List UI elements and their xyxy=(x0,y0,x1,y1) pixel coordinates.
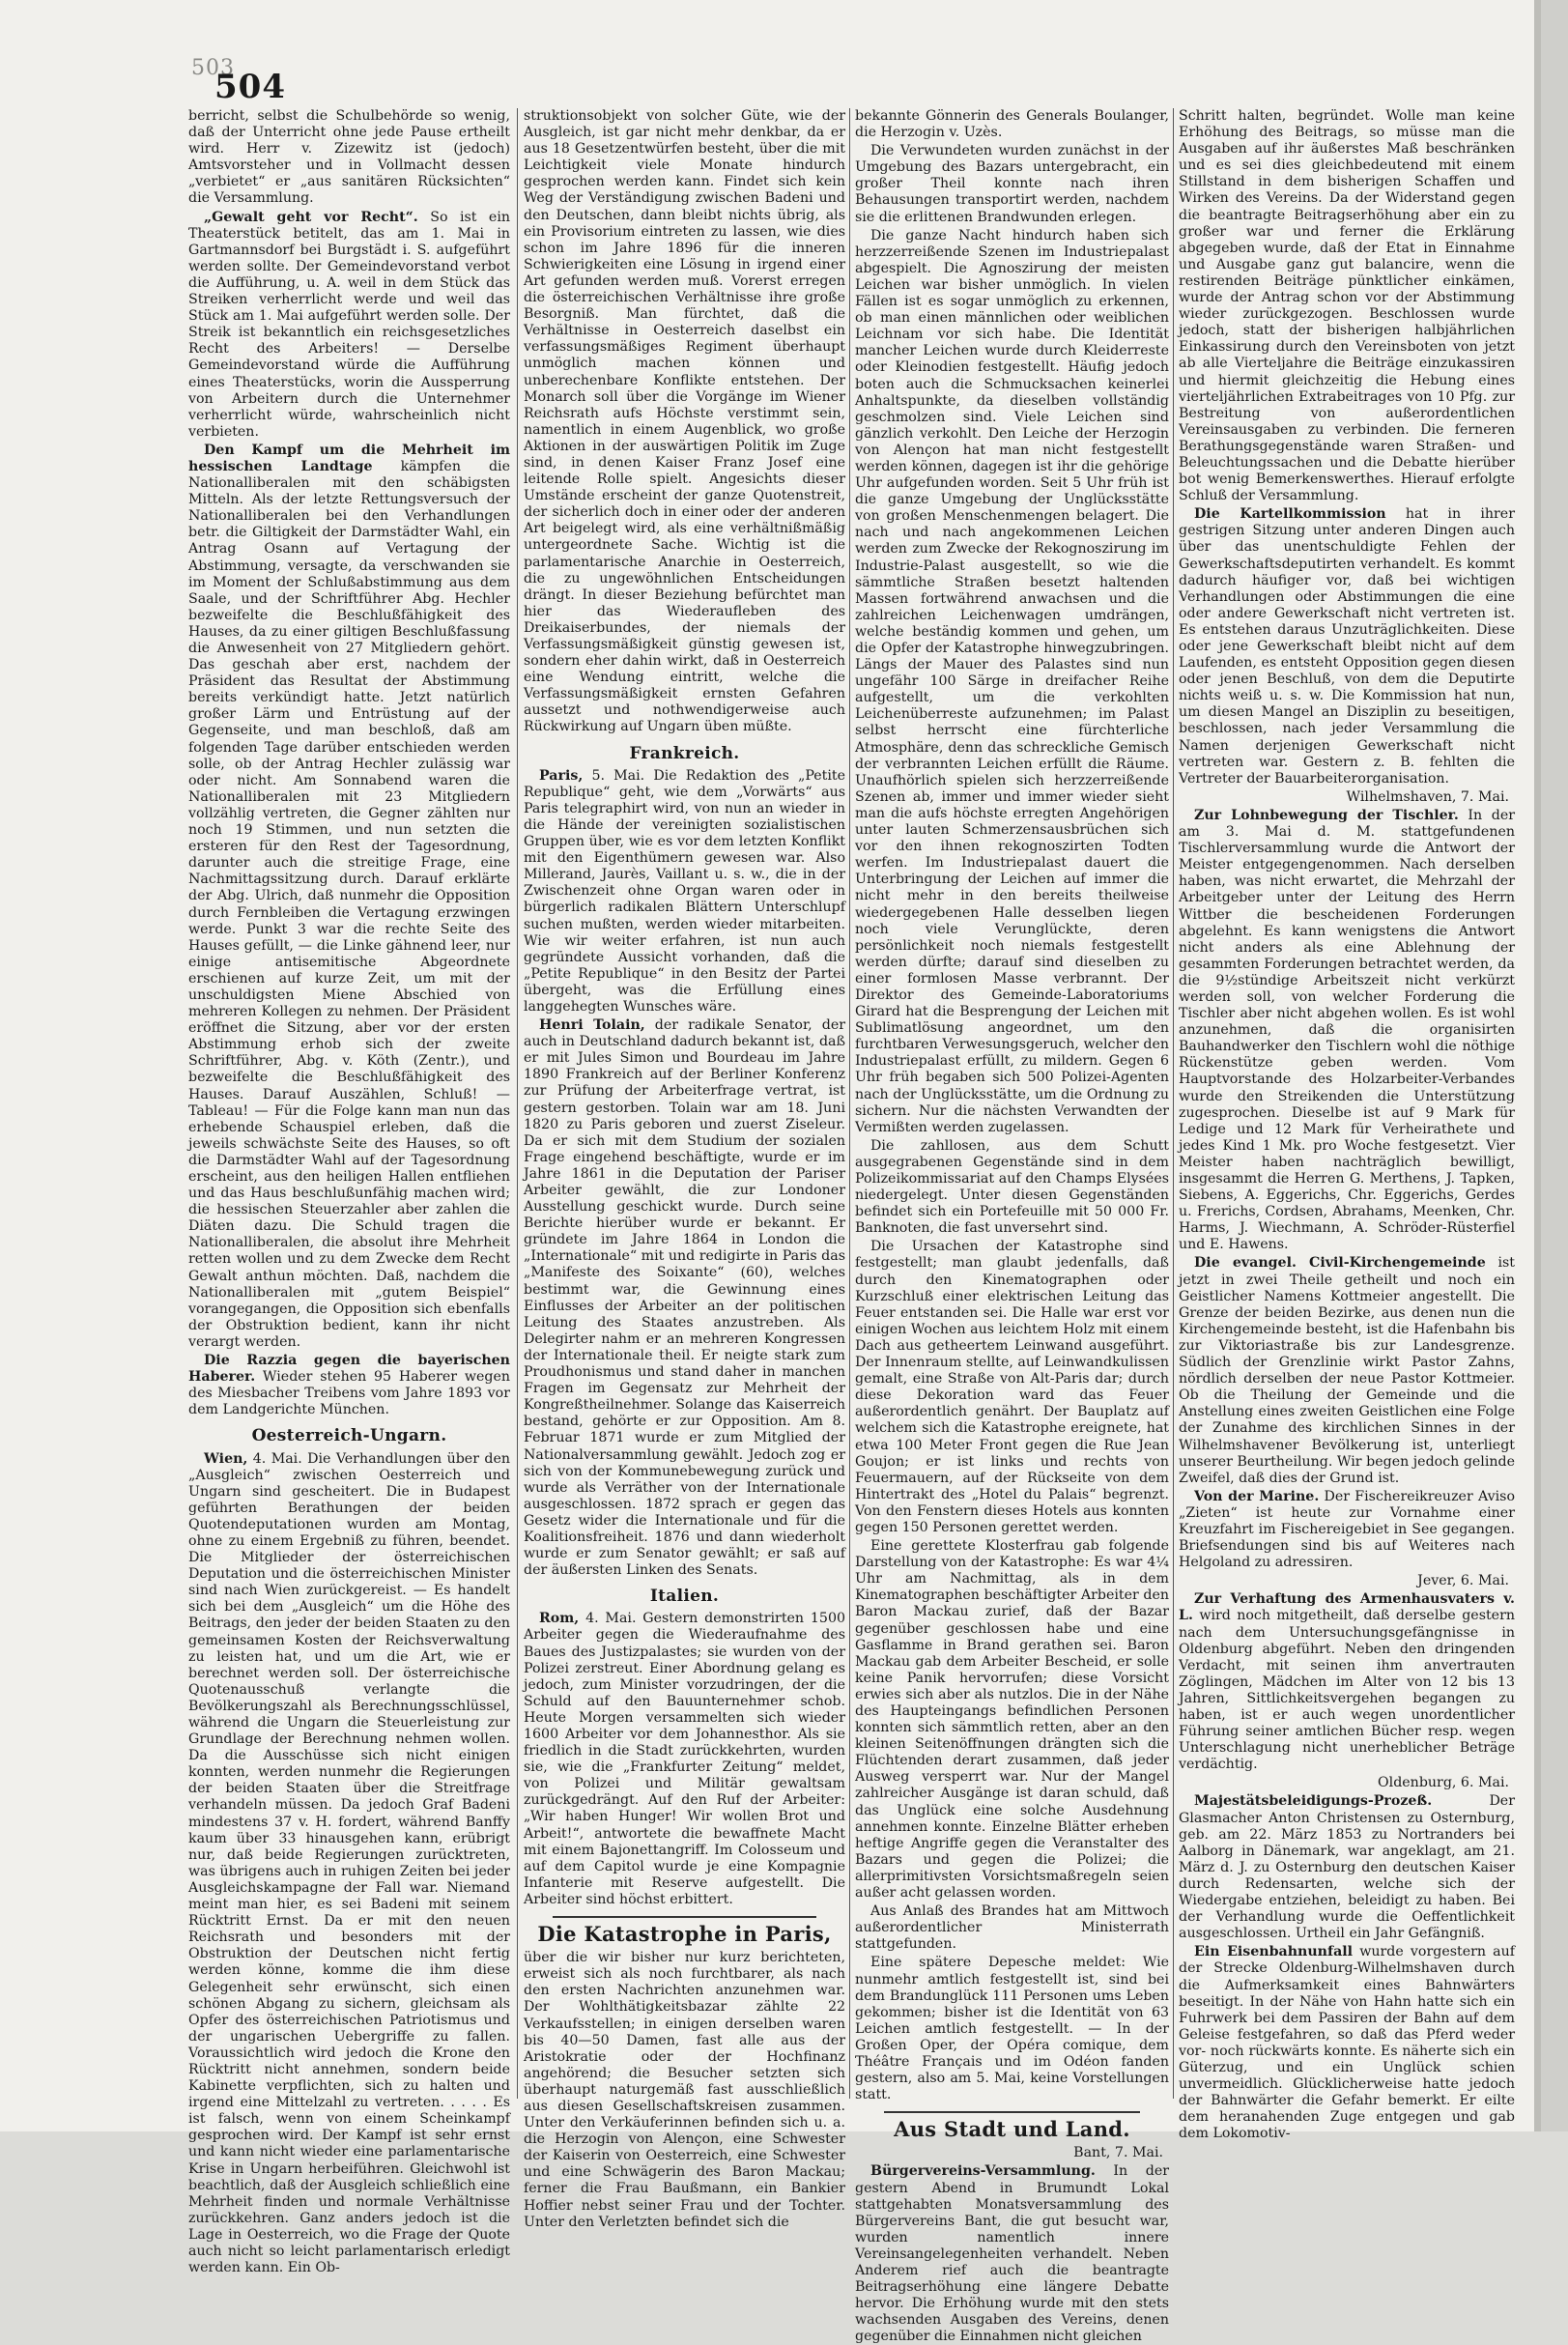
article-text: Wieder stehen 95 Haberer wegen des Miesbacher Treibens vom Jahre 1893 vor dem Landgerichte München. xyxy=(188,1369,511,1418)
article-paragraph xyxy=(524,1017,845,1579)
article-paragraph xyxy=(855,2163,1169,2345)
column-2 xyxy=(524,108,846,2230)
article-heading: Henri Tolain, xyxy=(539,1017,645,1034)
article-paragraph xyxy=(1179,1255,1515,1486)
article-text: der radikale Senator, der auch in Deutschland dadurch bekannt ist, daß er mit Jules Simon und Bourdeau im Jahre 1890 Frankreich auf der Berliner Konferenz zur Prüfung der Arbeiterfrage vertrat, ist gestern gestorben. Tolain war am 18. Juni 1820 zu Paris geboren und zuerst Ziseleur. Da er sich mit dem Studium der sozialen Frage eingehend beschäftigte, wurde er im Jahre 1861 in die Deputation der Pariser Arbeiter gewählt, die zur Londoner Ausstellung geschickt wurde. Durch seine Berichte hierüber wurde er bekannt. Er gründete im Jahre 1864 in London die „Internationale“ mit und redigirte in Paris das „Manifeste des Soixante“ (60), welches bestimmt war, die Gewinnung eines Einflusses der Arbeiter an der politischen Leitung des Staates anzustreben. Als Delegirter nahm er an mehreren Kongressen der Internationale theil. Er neigte stark zum Proudhonismus und stand daher in manchen Fragen im Gegensatz zur Mehrheit der Kongreßtheilnehmer. Solange das Kaiserreich bestand, gehörte er zur Opposition. Am 8. Februar 1871 wurde er zum Mitglied der Nationalversammlung gewählt. Jedoch zog er sich von der Kommunebewegung zurück und wurde als Verräther von der Internationale ausgeschlossen. 1872 sprach er gegen das Gesetz wider die Internationale und für die Koalitionsfreiheit. 1876 und dann wiederholt wurde er zum Senator gewählt; er saß auf der äußersten Linken des Senats. xyxy=(524,1017,845,1579)
article-text: Der Fischereikreuzer Aviso „Zieten“ ist heute zur Vornahme einer Kreuzfahrt im Fischereigebiet in See gegangen. Briefsendungen sind bis auf Weiteres nach Helgoland zu adressiren. xyxy=(1179,1488,1515,1571)
article-paragraph: berricht, selbst die Schulbehörde so wenig, daß der Unterricht ohne jede Pause ertheilt wird. Herr v. Zizewitz ist (jedoch) Amtsvorsteher und in Vollmacht dessen „verbietet“ er „aus sanitären Rücksichten“ die Versammlung. xyxy=(188,108,510,207)
article-paragraph: Die Ursachen der Katastrophe sind festgestellt; man glaubt jedenfalls, daß durch den Kinematographen oder Kurzschluß einer elektrischen Leitung das Feuer entstanden sei. Die Halle war erst vor einigen Wochen aus leichtem Holz mit einem Dach aus getheertem Leinwand ausgeführt. Der Innenraum stellte, auf Leinwandkulissen gemalt, eine Straße von Alt-Paris dar; durch diese Dekoration ward das Feuer außerordentlich genährt. Der Bauplatz auf welchem sich die Katastrophe ereignete, hat etwa 100 Meter Front gegen die Rue Jean Goujon; er ist links und rechts von Feuermauern, auf der Rückseite von dem Hintertrakt des „Hotel du Palais“ begrenzt. Von den Fenstern dieses Hotels aus konnten gegen 150 Personen gerettet werden. xyxy=(855,1239,1169,1535)
page-stamp-number: 503 xyxy=(191,56,235,80)
article-paragraph xyxy=(524,768,845,1015)
article-text: In der gestern Abend in Brumundt Lokal stattgehabten Monatsversammlung des Bürgervereins Bant, die gut besucht war, wurden namentlich innere Vereinsangelegenheiten verhandelt. Neben Anderem rief auch die beantragte Beitragserhöhung eine längere Debatte hervor. Die Erhöhung wurde mit den stets wachsenden Ausgaben des Vereins, denen gegenüber die Einnahmen nicht gleichen xyxy=(855,2163,1169,2345)
article-heading: Die evangel. Civil-Kirchengemeinde xyxy=(1194,1255,1486,1272)
article-heading: Von der Marine. xyxy=(1194,1488,1320,1504)
column-1 xyxy=(188,108,511,2276)
article-paragraph: Die ganze Nacht hindurch haben sich herzzerreißende Szenen im Industriepalast abgespielt. Die Agnoszirung der meisten Leichen war bisher unmöglich. In vielen Fällen ist es sogar unmöglich zu erkennen, ob man einen männlichen oder weiblichen Leichnam vor sich habe. Die Identität mancher Leichen wurde durch Kleiderreste oder Kleinodien festgestellt. Häufig jedoch boten auch die Schmucksachen keinerlei Anhaltspunkte, da dieselben vollständig geschmolzen sind. Viele Leichen sind gänzlich verkohlt. Den Leiche der Herzogin von Alençon hat man nicht festgestellt werden können, dagegen ist ihr die gehörige Uhr aufgefunden worden. Seit 5 Uhr früh ist die ganze Umgebung der Unglücksstätte von großen Menschenmengen belagert. Die nach und nach angekommenen Leichen werden zum Zwecke der Rekognoszirung im Industrie-Palast ausgestellt, so wie die sämmtliche Straßen besetzt haltenden Massen fortwährend anwachsen und die zahlreichen Leichenwagen umdrängen, welche beständig kommen und gehen, um die Opfer der Katastrophe hinwegzubringen. Längs der Mauer des Palastes sind nun ungefähr 100 Särge in dreifacher Reihe aufgestellt, um die verkohlten Leichenüberreste aufzunehmen; im Palast selbst herrscht eine fürchterliche Atmosphäre, denn das schreckliche Gemisch der verbrannten Leichen erfüllt die Räume. Unaufhörlich spielen sich herzzerreißende Szenen ab, immer und immer wieder sieht man die aufs höchste erregten Angehörigen unter lauten Schmerzensausbrüchen sich vor den ihnen rekognoszirten Todten werfen. Im Industriepalast dauert die Unterbringung der Leichen auf immer die nicht mehr in den bereits theilweise wiedergegebenen Halle desselben liegen noch viele Verunglückte, deren persönlichkeit noch niemals festgestellt werden dürfte; darauf sind dieselben zu einer formlosen Masse verbrannt. Der Direktor des Gemeinde-Laboratoriums Girard hat die Besprengung der Leichen mit Sublimatlösung angeordnet, um den furchtbaren Verwesungsgeruch, welcher den Industriepalast erfüllt, zu mildern. Gegen 6 Uhr früh begaben sich 500 Polizei-Agenten nach der Unglücksstätte, um die Ordnung zu sichern. Nur die nächsten Verwandten der Vermißten werden zugelassen. xyxy=(855,227,1169,1135)
article-paragraph xyxy=(188,443,510,1351)
article-paragraph: Die zahllosen, aus dem Schutt ausgegrabenen Gegenstände sind in dem Polizeikommissariat auf den Champs Elysées niedergelegt. Unter diesen Gegenständen befindet sich ein Portefeuille mit 50 000 Fr. Banknoten, die fast unversehrt sind. xyxy=(855,1137,1169,1237)
dateline: Paris, xyxy=(539,767,584,784)
article-paragraph: Eine gerettete Klosterfrau gab folgende Darstellung von der Katastrophe: Es war 4¼ Uhr am Nachmittag, als in dem Kinematographen beschäftigter Arbeiter den Baron Mackau zurief, daß der Bazar gegenüber geschlossen habe und eine Gasflamme in Brand gerathen sei. Baron Mackau gab dem Arbeiter Bescheid, er solle keine Panik hervorrufen; diese Vorsicht erwies sich aber als nutzlos. Die in der Nähe des Haupteingangs befindlichen Personen konnten sich sämmtlich retten, aber an den kleinen Seitenöffnungen drängten sich die Flüchtenden derart zusammen, daß jeder Ausweg versperrt war. Nur der Mangel zahlreicher Ausgänge ist daran schuld, daß das Unglück eine solche Ausdehnung annehmen konnte. Einzelne Blätter erheben heftige Angriffe gegen die Veranstalter des Bazars und gegen die Polizei; die allerprimitivsten Vorsichtsmaßregeln seien außer acht gelassen worden. xyxy=(855,1538,1169,1902)
article-heading: Ein Eisenbahnunfall xyxy=(1194,1944,1354,1960)
article-paragraph xyxy=(1179,1944,1515,2142)
dateline: Oldenburg, 6. Mai. xyxy=(1378,1775,1509,1791)
article-heading: Zur Lohnbewegung der Tischler. xyxy=(1194,807,1459,823)
article-heading: Majestätsbeleidigungs-Prozeß. xyxy=(1194,1793,1433,1810)
article-heading: „Gewalt geht vor Recht“. xyxy=(204,209,418,225)
column-divider xyxy=(1173,108,1174,2099)
article-paragraph xyxy=(524,1611,845,1908)
article-paragraph: über die wir bisher nur kurz berichteten, erweist sich als noch furchtbarer, als nach den ersten Nachrichten anzunehmen war. Der Wohlthätigkeitsbazar zählte 22 Verkaufsstellen; in einigen derselben waren bis 40—50 Damen, fast alle aus der Aristokratie oder der Hochfinanz angehörend; die Besucher setzten sich überhaupt naturgemäß fast ausschließlich aus diesen Gesellschaftskreisen zusammen. Unter den Verkäuferinnen befinden sich u. a. die Herzogin von Alençon, eine Schwester der Kaiserin von Oesterreich, eine Schwester und eine Schwägerin des Baron Mackau; ferner die Frau Baußmann, ein Bankier Hoffier nebst seiner Frau und der Tochter. Unter den Verletzten befindet sich die xyxy=(524,1950,845,2230)
article-text: kämpfen die Nationalliberalen mit den schäbigsten Mitteln. Als der letzte Rettungsversuch der Nationalliberalen bei den Verhandlungen betr. die Giltigkeit der Darmstädter Wahl, ein Antrag Osann auf Vertagung der Abstimmung, versagte, da verschwanden sie im Moment der Schlußabstimmung aus dem Saale, und der Schriftführer Abg. Hechler bezweifelte die Beschlußfähigkeit des Hauses, da zu einer giltigen Beschlußfassung die Anwesenheit von 27 Mitgliedern gehört. Das geschah aber erst, nachdem der Präsident das Resultat der Abstimmung bereits verkündigt hatte. Jetzt natürlich großer Lärm und Entrüstung auf der Gegenseite, und man beschloß, daß am folgenden Tage darüber entschieden werden solle, ob der Antrag Hechler zulässig war oder nicht. Am Sonnabend waren die Nationalliberalen mit 23 Mitgliedern vollzählig vertreten, die Gegner zählten nur noch 19 Stimmen, und nun setzten die ersteren für den Rest der Tagesordnung, darunter auch die streitige Frage, eine Nachmittagssitzung durch. Darauf erklärte der Abg. Ulrich, daß nunmehr die Opposition durch Fernbleiben die Vertagung erzwingen werde. Punkt 3 war die rechte Seite des Hauses gefüllt, — die Linke gähnend leer, nur einige antisemitische Abgeordnete erschienen auf kurze Zeit, um mit der unschuldigsten Miene Abschied von mehreren Kollegen zu nehmen. Der Präsident eröffnet die Sitzung, aber vor der ersten Abstimmung erhob sich der zweite Schriftführer, Abg. v. Köth (Zentr.), und bezweifelte die Beschlußfähigkeit des Hauses. Darauf Auszählen, Schluß! — Tableau! — Für die Folge kann man nun das erhebende Schauspiel erleben, daß die jeweils schwächste Seite des Hauses, so oft die Darmstädter Wahl auf der Tagesordnung erscheint, aus den heiligen Hallen entfliehen und das Haus beschlußunfähig machen wird; die hessischen Steuerzahler aber zahlen die Diäten dazu. Die Schuld tragen die Nationalliberalen, die absolut ihre Mehrheit retten wollen und zu dem Zwecke dem Recht Gewalt anthun möchten. Daß, nachdem die Nationalliberalen mit „gutem Beispiel“ vorangegangen, die Opposition sich ebenfalls der Obstruktion bedient, kann ihr nicht verargt werden. xyxy=(188,458,510,1350)
article-heading: Zur Verhaftung des Armenhausvaters v. L. xyxy=(1179,1591,1515,1624)
column-4 xyxy=(1179,108,1516,2142)
article-heading: Den Kampf um die Mehrheit im hessischen Landtage xyxy=(188,442,510,474)
article-paragraph xyxy=(1179,1591,1515,1773)
article-paragraph: bekannte Gönnerin des Generals Boulanger, die Herzogin v. Uzès. xyxy=(855,108,1169,141)
dateline: Rom, xyxy=(539,1611,580,1627)
article-text: In der am 3. Mai d. M. stattgefundenen Tischlerversammlung wurde die Antwort der Meister entgegengenommen. Nach derselben haben, was nicht erwartet, die Mehrzahl der Arbeitgeber unter der Leitung des Herrn Wittber die bescheidenen Forderungen abgelehnt. Es kann wenigstens die Antwort nicht anders als eine Ablehnung der gesammten Forderungen betrachtet werden, da die 9½stündige Arbeitszeit nicht verkürzt werden soll, von welcher Forderung die Tischler aber nicht abgehen wollen. Es ist wohl anzunehmen, daß die organisirten Bauhandwerker den Tischlern wohl die nöthige Rückenstütze geben werden. Vom Hauptvorstande des Holzarbeiter-Verbandes wurde den Streikenden die Unterstützung zugesprochen. Dieselbe ist auf 9 Mark für Ledige und 12 Mark für Verheirathete und jedes Kind 1 Mk. pro Woche festgesetzt. Vier Meister haben nachträglich bewilligt, insgesammt die Herren G. Merthens, J. Tapken, Siebens, A. Eggerichs, Chr. Eggerichs, Gerdes u. Frerichs, Cordsen, Abrahams, Meenken, Chr. Harms, J. Wiechmann, A. Schröder-Rüsterfiel und E. Hawens. xyxy=(1179,807,1516,1253)
article-text: ist jetzt in zwei Theile getheilt und noch ein Geistlicher Namens Kottmeier angestellt. Die Grenze der beiden Bezirke, aus denen nun die Kirchengemeinde besteht, ist die Hafenbahn bis zur Viktoriastraße bis zur Landesgrenze. Südlich der Grenzlinie wirkt Pastor Zahns, nördlich derselben der neue Pastor Kottmeier. Ob die Theilung der Gemeinde und die Anstellung eines zweiten Geistlichen eine Folge der Zunahme des kirchlichen Sinnes in der Wilhelmshavener Bevölkerung ist, unterliegt unserer Beurtheilung. Wir begen jedoch gelinde Zweifel, daß dies der Grund ist. xyxy=(1179,1255,1515,1486)
article-paragraph: Eine spätere Depesche meldet: Wie nunmehr amtlich festgestellt ist, sind bei dem Brandunglück 111 Personen ums Leben gekommen; bisher ist die Identität von 63 Leichen amtlich festgestellt. — In der Großen Oper, der Opéra comique, dem Théâtre Français und im Odéon fanden gestern, also am 5. Mai, keine Vorstellungen statt. xyxy=(855,1955,1169,2103)
dateline: Wilhelmshaven, 7. Mai. xyxy=(1346,788,1509,805)
section-heading: Aus Stadt und Land. xyxy=(894,2117,1130,2142)
section-heading: Die Katastrophe in Paris, xyxy=(537,1922,832,1947)
article-text: 5. Mai. Die Redaktion des „Petite Republique“ geht, wie dem „Vorwärts“ aus Paris telegraphirt wird, von nun an wieder in die Hände der vereinigten sozialistischen Gruppen über, wie es vor dem letzten Konflikt mit den Eigenthümern gewesen war. Also Millerand, Jaurès, Vaillant u. s. w., die in der Zwischenzeit ohne Organ waren oder in bürgerlich radikalen Blättern Unterschlupf suchen mußten, werden wieder mitarbeiten. Wie wir weiter erfahren, ist nun auch gegründete Aussicht vorhanden, daß die „Petite Republique“ in den Besitz der Partei übergeht, was die Erfüllung eines langgehegten Wunsches wäre. xyxy=(524,767,846,1015)
article-heading: Bürgervereins-Versammlung. xyxy=(870,2163,1096,2180)
article-text: Der Glasmacher Anton Christensen zu Osternburg, geb. am 22. März 1853 zu Nortranders bei Aalborg in Dänemark, war angeklagt, am 21. März d. J. zu Osternburg den deutschen Kaiser durch Redensarten, welche sich der Wiedergabe entziehen, beleidigt zu haben. Bei der Verhandlung wurde die Oeffentlichkeit ausgeschlossen. Urtheil ein Jahr Gefängniß. xyxy=(1179,1793,1515,1942)
section-heading: Oesterreich-Ungarn. xyxy=(251,1426,447,1446)
article-text: So ist ein Theaterstück betitelt, das am 1. Mai in Gartmannsdorf bei Burgstädt i. S. aufgeführt werden sollte. Der Gemeindevorstand verbot die Aufführung, u. A. weil in dem Stück das Streiken verherrlicht werde und weil das Stück am 1. Mai aufgeführt werden solle. Der Streik ist bekanntlich ein reichsgesetzliches Recht des Arbeiters! — Derselbe Gemeindevorstand würde die Aufführung eines Theaterstücks, worin die Aussperrung von Arbeitern durch die Unternehmer verherrlicht würde, wahrscheinlich nicht verbieten. xyxy=(188,209,510,440)
page-number: 504 xyxy=(214,68,286,106)
article-paragraph xyxy=(1179,1489,1515,1571)
article-text: 4. Mai. Die Verhandlungen über den „Ausgleich“ zwischen Oesterreich und Ungarn sind gescheitert. Die in Budapest geführten Berathungen der beiden Quotendeputationen wurden am Montag, ohne zu einem Ergebniß zu führen, beendet. Die Mitglieder der österreichischen Deputation und die österreichischen Minister sind nach Wien zurückgereist. — Es handelt sich bei dem „Ausgleich“ um die Höhe des Beitrags, den jeder der beiden Staaten zu den gemeinsamen Kosten der Reichsverwaltung zu leisten hat, und um die Art, wie er berechnet werden soll. Der österreichische Quotenausschuß verlangte die Bevölkerungszahl als Berechnungsschlüssel, während die Ungarn die Steuerleistung zur Grundlage der Berechnung nehmen wollen. Da die Ausschüsse sich nicht einigen konnten, werden nunmehr die Regierungen der beiden Staaten über die Streitfrage verhandeln müssen. Da jedoch Graf Badeni mindestens 37 v. H. fordert, während Banffy kaum über 33 hinausgehen kann, erübrigt nur, daß beide Regierungen zurücktreten, was übrigens auch in ruhigen Zeiten bei jeder Ausgleichskampagne der Fall war. Niemand meint man hier, es sei Badeni mit seinem Rücktritt Ernst. Da er mit den neuen Reichsrath und besonders mit der Obstruktion der Deutschen nicht fertig werden könne, komme die ihm diese Gelegenheit sehr erwünscht, sich einen schönen Abgang zu sichern, gleichsam als Opfer des österreichischen Patriotismus und der ungarischen Uebergriffe zu fallen. Voraussichtlich wird jedoch die Krone den Rücktritt nicht annehmen, sondern beide Kabinette verpflichten, sich zu halten und irgend eine Mittelzahl zu vertreten. . . . . Es ist falsch, wenn von einem Scheinkampf gesprochen wird. Der Kampf ist sehr ernst und kann nicht wieder eine parlamentarische Krise in Ungarn herbeiführen. Gleichwohl ist beachtlich, daß der Ausgleich schließlich eine Mehrheit finden und normale Verhältnisse zurückkehren. Ganz anders jedoch ist die Lage in Oesterreich, wo die Frage der Quote auch nicht so leicht parlamentarisch erledigt werden kann. Ein Ob- xyxy=(188,1450,510,2276)
article-paragraph: Aus Anlaß des Brandes hat am Mittwoch außerordentlicher Ministerrath stattgefunden. xyxy=(855,1903,1169,1953)
article-paragraph xyxy=(188,210,510,441)
dateline: Bant, 7. Mai. xyxy=(1073,2145,1163,2161)
section-rule xyxy=(884,2111,1140,2113)
article-text: wird noch mitgetheilt, daß derselbe gestern nach dem Untersuchungsgefängnisse in Oldenburg abgeführt. Neben den dringenden Verdacht, mit seinen ihm anvertrauten Zöglingen, Mädchen im Alter von 12 bis 13 Jahren, Sittlichkeitsvergehen begangen zu haben, ist er auch wegen unordentlicher Führung seiner amtlichen Bücher resp. wegen Unterschlagung nicht unerheblicher Beträge verdächtig. xyxy=(1179,1608,1515,1773)
article-paragraph xyxy=(1179,808,1515,1254)
article-text: hat in ihrer gestrigen Sitzung unter anderen Dingen auch über das unentschuldigte Fehlen der Gewerkschaftsdeputirten verhandelt. Es kommt dadurch häufiger vor, daß bei wichtigen Verhandlungen oder Abstimmungen die eine oder andere Gewerkschaft nicht vertreten ist. Es entstehen daraus Unzuträglichkeiten. Diese oder jene Gewerkschaft bleibt nicht auf dem Laufenden, es entsteht Opposition gegen diesen oder jenen Beschluß, von dem die Deputirte nichts weiß u. s. w. Die Kommission hat nun, um diesen Mangel an Disziplin zu beseitigen, beschlossen, nach jeder Versammlung die Namen derjenigen Gewerkschaft nicht vertreten war. Gestern z. B. fehlten die Vertreter der Bauarbeiterorganisation. xyxy=(1179,506,1515,786)
article-paragraph xyxy=(188,1451,510,2277)
article-paragraph xyxy=(188,1353,510,1418)
column-3 xyxy=(855,108,1169,2345)
column-divider xyxy=(517,108,518,2099)
article-text: wurde vorgestern auf der Strecke Oldenburg-Wilhelmshaven durch die Aufmerksamkeit eines Bahnwärters beseitigt. In der Nähe von Hahn hatte sich ein Fuhrwerk bei dem Passiren der Bahn auf dem Geleise festgefahren, so daß das Pferd weder vor- noch rückwärts konnte. Es näherte sich ein Güterzug, und ein Unglück schien unvermeidlich. Glücklicherweise hatte jedoch der Bahnwärter die Gefahr bemerkt. Er eilte dem heranahenden Zuge entgegen und gab dem Lokomotiv- xyxy=(1179,1944,1515,2142)
article-paragraph xyxy=(1179,506,1515,787)
dateline: Wien, xyxy=(204,1450,248,1467)
article-paragraph xyxy=(1179,1793,1515,1942)
article-heading: Die Razzia gegen die bayerischen Haberer. xyxy=(188,1353,510,1386)
page-edge-shadow xyxy=(1534,0,1541,2131)
section-rule xyxy=(553,1916,816,1918)
article-paragraph: struktionsobjekt von solcher Güte, wie der Ausgleich, ist gar nicht mehr denkbar, da er aus 18 Gesetzentwürfen besteht, über die mit Leichtigkeit viele Monate hindurch gesprochen werden kann. Findet sich kein Weg der Verständigung zwischen Badeni und den Deutschen, dann bleibt nichts übrig, als ein Provisorium eintreten zu lassen, wie dies schon im Jahre 1896 für die inneren Schwierigkeiten eine Lösung in irgend einer Art gefunden werden muß. Vorerst erregen die österreichischen Verhältnisse ihre große Besorgniß. Man fürchtet, daß die Verhältnisse in Oesterreich daselbst ein verfassungsmäßiges Regiment überhaupt unmöglich machen können und unberechenbare Konflikte entstehen. Der Monarch soll über die Vorgänge im Wiener Reichsrath aufs Höchste verstimmt sein, namentlich in einem Augenblick, wo große Aktionen in der auswärtigen Politik im Zuge sind, in denen Kaiser Franz Josef eine leitende Rolle spielt. Angesichts dieser Umstände erscheint der ganze Quotenstreit, der sicherlich doch in einer oder der anderen Art beigelegt wird, als eine verhältnißmäßig untergeordnete Sache. Wichtig ist die parlamentarische Anarchie in Oesterreich, die zu ungewöhnlichen Entscheidungen drängt. In dieser Beziehung befürchtet man hier das Wiederaufleben des Dreikaiserbundes, der niemals der Verfassungsmäßigkeit günstig gewesen ist, sondern eher dahin wirkt, daß in Oesterreich eine Wendung eintritt, welche die Verfassungsmäßigkeit ernsten Gefahren aussetzt und nothwendigerweise auch Rückwirkung auf Ungarn üben müßte. xyxy=(524,108,845,735)
article-text: 4. Mai. Gestern demonstrirten 1500 Arbeiter gegen die Wiederaufnahme des Baues des Justizpalastes; sie wurden von der Polizei zerstreut. Einer Abordnung gelang es jedoch, zum Minister vorzudringen, der die Schuld auf den Bauunternehmer schob. Heute Morgen versammelten sich wieder 1600 Arbeiter vor dem Johannesthor. Als sie friedlich in die Stadt zurückkehrten, wurden sie, wie die „Frankfurter Zeitung“ meldet, von Polizei und Militär gewaltsam zurückgedrängt. Auf den Ruf der Arbeiter: „Wir haben Hunger! Wir wollen Brot und Arbeit!“, antwortete die bewaffnete Macht mit einem Bajonettangriff. Im Colosseum und auf dem Capitol wurde je eine Kompagnie Infanterie mit Reserve aufgestellt. Die Arbeiter sind höchst erbittert. xyxy=(524,1611,846,1907)
article-heading: Die Kartellkommission xyxy=(1194,506,1386,523)
article-paragraph: Schritt halten, begründet. Wolle man keine Erhöhung des Beitrags, so müsse man die Ausgaben auf ihr äußerstes Maß beschränken und es sei dies gleichbedeutend mit einem Stillstand in dem bisherigen Schaffen und Wirken des Vereins. Da der Widerstand gegen die beantragte Beitragserhöhung aber ein zu großer war und ferner die Erklärung abgegeben wurde, daß der Etat in Einnahme und Ausgabe ganz gut balancire, wenn die restirenden Beiträge pünktlicher einkämen, wurde der Antrag schon vor der Abstimmung wieder zurückgezogen. Beschlossen wurde jedoch, statt der bisherigen halbjährlichen Einkassirung durch den Vereinsboten von jetzt ab alle Vierteljahre die Beiträge einzukassiren und hiermit gleichzeitig die Hebung eines vierteljährlichen Extrabeitrages von 10 Pfg. zur Bestreitung von außerordentlichen Vereinsausgaben zu verbinden. Die ferneren Berathungsgegenstände waren Straßen- und Beleuchtungssachen und die Debatte hierüber bot wenig Bemerkenswerthes. Hierauf erfolgte Schluß der Versammlung. xyxy=(1179,108,1515,504)
page-margin xyxy=(1541,0,1568,2131)
column-divider xyxy=(849,108,850,2099)
section-heading: Italien. xyxy=(649,1587,720,1607)
dateline: Jever, 6. Mai. xyxy=(1417,1573,1509,1589)
article-paragraph: Die Verwundeten wurden zunächst in der Umgebung des Bazars untergebracht, ein großer Theil konnte nach ihren Behausungen transportirt werden, nachdem sie die erlittenen Brandwunden erlegen. xyxy=(855,143,1169,225)
section-heading: Frankreich. xyxy=(629,743,740,763)
